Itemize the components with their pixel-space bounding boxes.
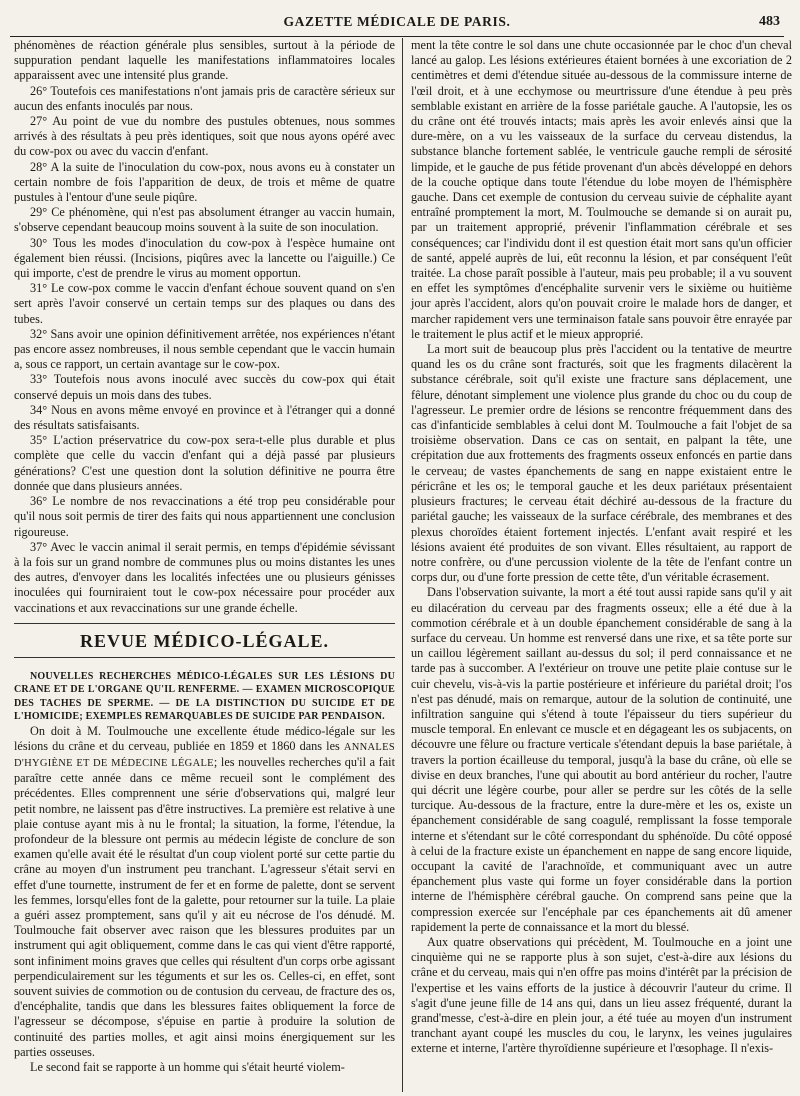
numbered-paragraph-29: 29° Ce phénomène, qui n'est pas absolument étranger au vaccin humain, s'observe cependant beaucoup moins souvent à la suite de son inoculation. [14, 205, 395, 235]
numbered-paragraph-27: 27° Au point de vue du nombre des pustules obtenues, nous sommes arrivés à des résultats à peu près identiques, soit que nous ayons opéré avec du cow-pox ou avec du vaccin d'enfant. [14, 114, 395, 159]
numbered-paragraph-32: 32° Sans avoir une opinion définitivement arrêtée, nos expériences n'étant pas encore assez nombreuses, il nous semble cependant que le vaccin humain a, sous ce rapport, un certain avantage sur le cow-pox. [14, 326, 395, 372]
numbered-paragraph-31: 31° Le cow-pox comme le vaccin d'enfant échoue souvent quand on s'en sert après l'avoir conservé un certain temps sur des plaques ou dans des tubes. [14, 281, 395, 326]
numbered-paragraph-26: 26° Toutefois ces manifestations n'ont jamais pris de caractère sérieux sur aucun des enfants inoculés par nous. [14, 83, 395, 113]
article-paragraph: Aux quatre observations qui précèdent, M. Toulmouche en a joint une cinquième qui ne se rapporte plus à son sujet, c'est-à-dire aux lésions du crâne et du cerveau, mais qui n'en offre pas moins d'intérêt par la précision de l'expertise et les vains efforts de la justice à découvrir l'auteur du crime. Il s'agit d'une jeune fille de 14 ans qui, dans un lieu assez fréquenté, durant la grand'messe, c'est-à-dire en plein jour, a été tuée au moyen d'un instrument tranchant ayant coupé les muscles du cou, le larynx, les veines jugulaires externe et interne, l'artère thyroïdienne supérieure et l'œsophage. Il n'exis- [411, 934, 792, 1056]
article-paragraph: La mort suit de beaucoup plus près l'accident ou la tentative de meurtre quand les os du crâne sont fracturés, soit que les fragments dilacèrent la substance cérébrale, soit qu'il existe une fracture sans déplacement, une fêlure, dénotant simplement une violence plus grande du choc ou du coup de l'agresseur. Le premier ordre de lésions se rencontre fréquemment dans des cas d'infanticide semblables à celui dont M. Toulmouche a fait l'objet de sa troisième observation. Dans ce cas on sentait, en palpant la tête, une crépitation due aux frottements des fragments osseux enfoncés en partie dans le cerveau; de vastes épanchements de sang en nappe existaient entre le péricrâne et les os; le temporal gauche et les deux pariétaux présentaient plusieurs fractures; le cerveau était déchiré au-dessous de la fracture du pariétal gauche; les vaisseaux de la surface cérébrale, des membranes et des plexus choroïdes étaient fortement injectés. L'enfant avait respiré et les lésions avaient été produites de son vivant. Elles résultaient, au rapport de notre confrère, ou d'une percussion violente de la tête de l'enfant contre un corps dur, ou d'une forte pression de cette tête, d'un véritable écrasement. [411, 342, 792, 585]
article-paragraph: ment la tête contre le sol dans une chute occasionnée par le choc d'un cheval lancé au galop. Les lésions extérieures étaient bornées à une excoriation de 2 centimètres et demi d'étendue située au-dessous de la commissure interne de l'œil droit, et à une ecchymose ou meurtrissure d'une étendue à peu près semblable existant en arrière de la fosse pariétale gauche. A l'autopsie, les os du crâne ont été trouvés intacts; mais après les avoir enlevés ainsi que la dure-mère, on a vu les vaisseaux de la surface du cerveau distendus, la substance blanche fortement sablée, le ventricule gauche rempli de sérosité limpide, et le gauche de pus fétide provenant d'un abcès développé en dehors de la couche optique dans toute l'étendue du lobe moyen de l'hémisphère gauche. Dans cet exemple de contusion du cerveau suivie de céphalite ayant entraîné promptement la mort, M. Toulmouche se demande si on aurait pu, par un traitement approprié, prévenir l'inflammation cérébrale et ses conséquences; car l'individu dont il est question était mort sans qu'un officier de santé, appelé auprès de lui, eût reconnu la lésion, et par conséquent l'eût traitée. La chose paraît possible à l'auteur, mais peu probable; il a vu souvent en effet les symptômes d'encéphalite survenir vers le sixième ou huitième jour après l'accident, alors qu'on pouvait croire le malade hors de danger, et marcher rapidement vers une terminaison fatale sans pouvoir être enrayée par le traitement le plus actif et le mieux approprié. [411, 38, 792, 341]
numbered-paragraph-34: 34° Nous en avons même envoyé en province et à l'étranger qui a donné des résultats satisfaisants. [14, 402, 395, 433]
right-column [402, 38, 792, 1092]
numbered-paragraph-35: 35° L'action préservatrice du cow-pox sera-t-elle plus durable et plus complète que celle du vaccin d'enfant qui a déjà passé par plusieurs générations? C'est une question dont la solution définitive ne pourra être donnée que dans plusieurs années. [14, 433, 395, 493]
article-paragraph [14, 724, 395, 1060]
numbered-paragraph-33: 33° Toutefois nous avons inoculé avec succès du cow-pox qui était conservé depuis un mois dans des tubes. [14, 372, 395, 402]
article-text: On doit à M. Toulmouche une excellente étude médico-légale sur les lésions du crâne et du cerveau, publiée en 1859 et 1860 dans les [14, 723, 395, 753]
left-column [14, 38, 402, 1092]
article-paragraph: Dans l'observation suivante, la mort a été tout aussi rapide sans qu'il y ait eu dilacération du cerveau par des fragments osseux; elle a été due à la commotion cérébrale et à un double épanchement considérable de sang à la surface du cerveau. Un homme est renversé dans une rixe, et sa tête porte sur un caillou légèrement saillant au-dessus du sol; il perd connaissance et ne tarde pas à succomber. A l'extérieur on trouve une petite plaie contuse sur le cuir chevelu, vis-à-vis la partie postérieure et inférieure du pariétal droit; l'os n'est pas dénudé, mais on remarque, autour de la solution de continuité, une infiltration sanguine qui s'étend à toute l'épaisseur du tiers supérieur du muscle temporal. En enlevant ce muscle et en dégageant les os subjacents, on découvre une fêlure ou fracture verticale s'étendant depuis la base pariétale, à travers la portion écailleuse du temporal, jusqu'à la base du crâne, où elle se divise en deux branches, l'une qui aboutit au bord antérieur du rocher, l'autre qui décrit une légère courbe, pour aller se perdre sur les côtés de la selle turcique. Au-dessous de la fracture, entre la dure-mère et les os, existe un épanchement considérable de sang coagulé, remplissant la fosse temporale interne et s'étendant sur le côté correspondant du sphénoïde. Du côté opposé à celui de la fracture existe un épanchement en nappe de sang encore liquide, occupant la cavité de l'arachnoïde, et communiquant avec un autre épanchement plus vaste qui forme un foyer considérable dans la portion interne de l'hémisphère cérébral gauche. On comprend sans peine que la compression exercée sur l'encéphale par ces épanchements ait dû amener rapidement la perte de connaissance et la mort du blessé. [411, 585, 792, 934]
page-header [10, 0, 784, 37]
journal-name: ANNALES D'HYGIÈNE ET DE MÉDECINE LÉGALE [14, 741, 395, 769]
page-number: 483 [759, 14, 780, 29]
article-text: ; les nouvelles recherches qu'il a fait paraître cette année dans ce même recueil sont le complément des précédentes. Elles comprennent une série d'observations qui, malgré leur petit nombre, ne laissent pas d'être instructives. La première est relative à une plaie contuse ayant mis à nu le frontal; la situation, la forme, l'étendue, la profondeur de la blessure ont permis au médecin légiste de conclure de son examen qu'elle avait été le résultat d'un coup violent porté sur cette partie du crâne au moyen d'un instrument peu tranchant. L'agresseur s'était servi en effet d'une tournette, instrument de fer et en forme de palette, dont se servent les femmes, lorsqu'elles font de la galette, pour retourner sur la tuile. La plaie a guéri assez promptement, sans qu'il y ait eu nécrose de l'os dénudé. M. Toulmouche fait observer avec raison que les blessures produites par un instrument qui agit obliquement, comme dans le cas qui vient d'être rapporté, sont infiniment moins graves que celles qui résultent d'un corps orbe agissant perpendiculairement sur les téguments et sur les os. Celles-ci, en effet, sont souvent suivies de commotion ou de contusion du cerveau, de fracture des os, d'encéphalite, tandis que dans les blessures faites obliquement la force de l'agresseur se décompose, s'épuise en partie à produire la solution de continuité des parties molles, et agit ainsi moins énergiquement sur les parties osseuses. [14, 754, 396, 1059]
numbered-paragraph-37: 37° Avec le vaccin animal il serait permis, en temps d'épidémie sévissant à la fois sur un grand nombre de communes plus ou moins distantes les unes des autres, d'envoyer dans les localités infectées une ou plusieurs génisses inoculées qui fourniraient tout le cow-pox nécessaire pour procéder aux vaccinations et aux revaccinations sur une grande échelle. [14, 539, 395, 615]
paragraph: phénomènes de réaction générale plus sensibles, surtout à la période de suppuration pendant laquelle les manifestations inflammatoires locales apparaissent avec une intensité plus grande. [14, 38, 395, 83]
running-title: GAZETTE MÉDICALE DE PARIS. [283, 14, 511, 29]
numbered-paragraph-28: 28° A la suite de l'inoculation du cow-pox, nous avons eu à constater un certain nombre de fois l'apparition de deux, de trois et même de quatre pustules à l'entour d'une seule piqûre. [14, 159, 395, 205]
numbered-paragraph-30: 30° Tous les modes d'inoculation du cow-pox à l'espèce humaine ont également bien réussi. (Incisions, piqûres avec la lancette ou l'aiguille.) Ce qui importe, c'est de prendre le virus au moment opportun. [14, 235, 395, 281]
article-subheading: NOUVELLES RECHERCHES MÉDICO-LÉGALES SUR LES LÉSIONS DU CRANE ET DE L'ORGANE QU'IL RENFERME. — EXAMEN MICROSCOPIQUE DES TACHES DE SPERME. — DE LA DISTINCTION DU SUICIDE ET DE L'HOMICIDE; EXEMPLES REMARQUABLES DE SUICIDE PAR PENDAISON. [14, 670, 395, 723]
article-paragraph: Le second fait se rapporte à un homme qui s'était heurté violem- [30, 1060, 345, 1075]
section-divider [14, 623, 395, 624]
numbered-paragraph-36: 36° Le nombre de nos revaccinations a été trop peu considérable pour qu'il nous soit permis de tirer des faits qui nous appartiennent une conclusion rigoureuse. [14, 494, 395, 539]
text-columns [14, 38, 792, 1092]
section-title: REVUE MÉDICO-LÉGALE. [14, 634, 395, 658]
